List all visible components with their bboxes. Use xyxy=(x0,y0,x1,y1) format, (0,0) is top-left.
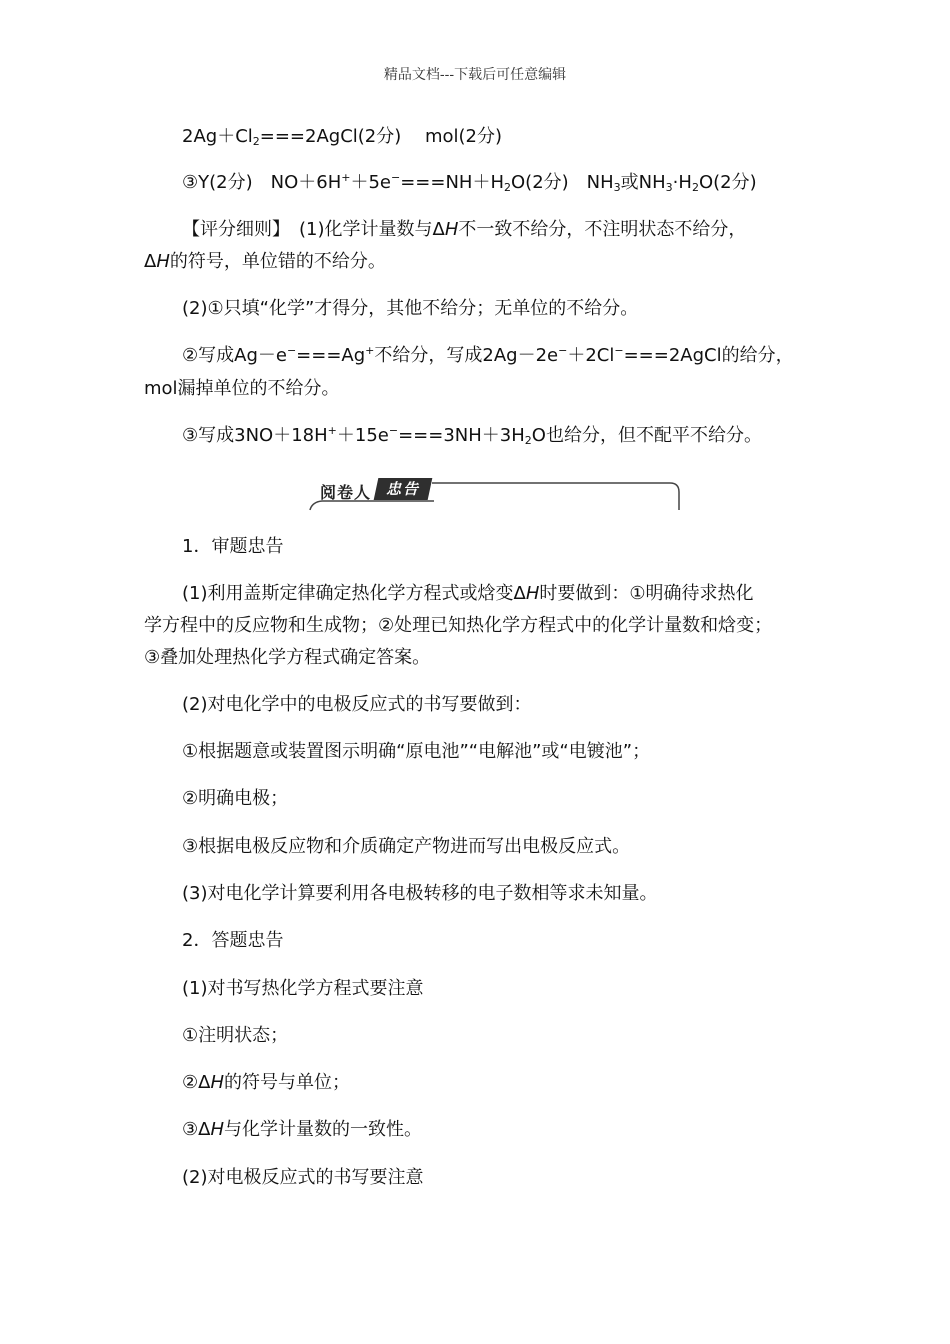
answer-advice-4: ③ΔH与化学计量数的一致性。 xyxy=(182,1119,422,1140)
section-heading-1: 1．审题忠告 xyxy=(182,536,284,557)
advice-para-1-cont: 学方程中的反应物和生成物；②处理已知热化学方程式中的化学计量数和焓变； xyxy=(144,615,773,636)
advice-para-4: ②明确电极； xyxy=(182,788,289,809)
answer-line-2: ③Y(2分) $NO+6H^++5e^-===NH+H_2O(2$分) $NH_3$或$NH_3\cdot H_2O(2$分) xyxy=(182,171,757,194)
advice-para-3: ①根据题意或装置图示明确“原电池”“电解池”或“电镀池”； xyxy=(182,741,651,762)
scoring-title: 【评分细则】 xyxy=(182,219,281,240)
scoring-para-1: 【评分细则】 (1)化学计量数与ΔH不一致不给分，不注明状态不给分， xyxy=(182,219,747,240)
scoring-para-1-cont: ΔH的符号，单位错的不给分。 xyxy=(144,251,386,272)
scoring-para-2: (2)①只填“化学”才得分，其他不给分；无单位的不给分。 xyxy=(182,298,639,319)
answer-advice-2: ①注明状态； xyxy=(182,1025,289,1046)
section-heading-2: 2．答题忠告 xyxy=(182,930,284,951)
answer-advice-5: (2)对电极反应式的书写要注意 xyxy=(182,1167,424,1188)
advice-para-5: ③根据电极反应物和介质确定产物进而写出电极反应式。 xyxy=(182,836,631,857)
page-header: 精品文档---下载后可任意编辑 xyxy=(383,67,567,83)
advice-para-1-cont2: ③叠加处理热化学方程式确定答案。 xyxy=(144,647,431,668)
scoring-para-3-cont: mol漏掉单位的不给分。 xyxy=(144,378,340,399)
advice-para-2: (2)对电化学中的电极反应式的书写要做到： xyxy=(182,694,532,715)
advice-para-6: (3)对电化学计算要利用各电极转移的电子数相等求未知量。 xyxy=(182,883,658,904)
banner-label: 阅卷人 xyxy=(320,483,372,502)
scoring-para-4: ③写成$3NO+18H^++15e^-===3NH+3H_2O$也给分，但不配平不给分。 xyxy=(182,424,762,447)
scoring-para-3: ②写成Ag－e−===Ag+不给分，写成2Ag－2e−＋2Cl−===2AgCl的给分， xyxy=(182,344,794,366)
answer-advice-3: ②ΔH的符号与单位； xyxy=(182,1072,350,1093)
answer-line-1: $2Ag+Cl_2===2AgCl(2$分) mol(2分) xyxy=(182,126,503,148)
advice-banner xyxy=(308,476,681,512)
advice-para-1: (1)利用盖斯定律确定热化学方程式或焓变ΔH时要做到：①明确待求热化 xyxy=(182,583,754,604)
banner-tag: 忠告 xyxy=(374,478,433,500)
answer-advice-1: (1)对书写热化学方程式要注意 xyxy=(182,978,424,999)
